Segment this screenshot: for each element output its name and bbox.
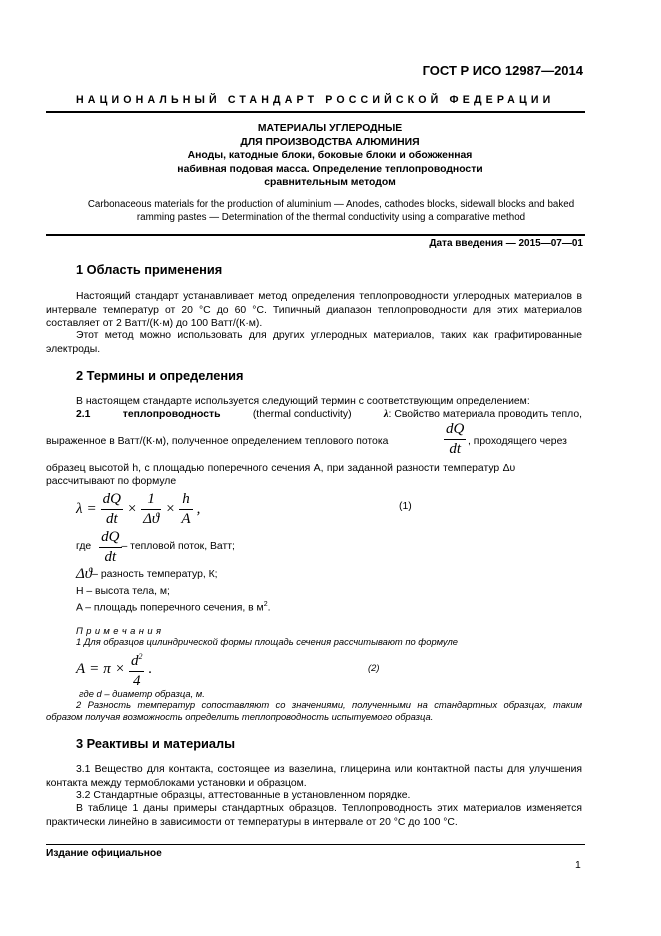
date-of-introduction: Дата введения — 2015—07—01 (429, 238, 583, 249)
title-line-4: набивная подовая масса. Определение теплопроводности (177, 163, 483, 175)
f2-equals: = (89, 660, 100, 677)
area-desc: A – площадь поперечного сечения, в м (76, 602, 264, 614)
f1-frac-1-dtheta (141, 491, 161, 528)
title-line-3: Аноды, катодные блоки, боковые блоки и обожженная (187, 150, 473, 161)
f2-d: d (130, 653, 139, 669)
f1-equals: = (86, 500, 97, 517)
inline-heat-flow-fraction (444, 421, 466, 458)
note-2: 2 Разность температур сопоставляют со значениями, полученными на стандартных образцах, таким образом получая возможность определить теплопроводность испытуемого образца. (46, 699, 582, 722)
title-en (46, 198, 616, 224)
title-en-line-2: ramming pastes — Determination of the thermal conductivity using a comparative method (136, 212, 526, 223)
title-line-2: ДЛЯ ПРОИЗВОДСТВА АЛЮМИНИЯ (240, 136, 420, 148)
f1-one: 1 (141, 491, 161, 510)
f1-dtheta: Δϑ (143, 510, 160, 527)
formula-2 (76, 648, 152, 690)
footer-rule (46, 844, 585, 845)
term-symbol: λ (383, 409, 389, 420)
where-heat-flow (76, 528, 235, 566)
term-number: 2.1 (76, 409, 91, 420)
heat-flow-desc: – тепловой поток, Ватт; (121, 541, 235, 553)
f1-dt: dt (105, 510, 118, 527)
title-rule (46, 234, 585, 236)
section-3-heading: 3 Реактивы и материалы (76, 736, 236, 751)
term-definition-start (384, 408, 582, 422)
section-2-heading: 2 Термины и определения (76, 368, 244, 383)
def-part-2b: , проходящего через (468, 436, 567, 447)
where-dtheta: Δϑ (76, 566, 93, 582)
f2-times: × (114, 660, 125, 677)
f1-comma: , (196, 500, 201, 517)
note-title: П р и м е ч а н и я (76, 625, 162, 636)
def-part-2a: выраженное в Ватт/(К·м), полученное определением теплового потока (46, 436, 389, 447)
area-desc-line (76, 598, 270, 615)
def-part-4: рассчитывают по формуле (46, 476, 177, 487)
header-rule (46, 111, 585, 113)
f2-frac-d2-4 (129, 648, 145, 690)
term-definition-line-2 (46, 421, 582, 461)
def-part-1: : Свойство материала проводить тепло, (388, 409, 582, 420)
f2-d2 (129, 648, 145, 672)
inline-dt: dt (449, 441, 461, 457)
inline-dq: dQ (444, 421, 466, 440)
section-1-heading: 1 Область применения (76, 262, 223, 277)
f1-frac-dq-dt (101, 491, 123, 528)
where-frac-dq-dt (99, 529, 121, 566)
where-label: где (76, 541, 92, 553)
term-english: (thermal conductivity) (252, 409, 352, 420)
formula-1 (76, 488, 200, 530)
area-unit-exp: 2 (263, 601, 268, 608)
note-1: 1 Для образцов цилиндрической формы площадь сечения рассчитывают по формуле (76, 636, 458, 647)
national-standard-banner: НАЦИОНАЛЬНЫЙ СТАНДАРТ РОССИЙСКОЙ ФЕДЕРАЦИИ (76, 94, 555, 106)
temp-diff-desc: – разность температур, К; (92, 568, 218, 580)
section-3-para-1: 3.1 Вещество для контакта, состоящее из вазелина, глицерина или контактной пасты для улучшения контакта между термоблоками установки и образцом. (46, 764, 582, 789)
title-en-line-1: Carbonaceous materials for the production of aluminium — Anodes, cathodes blocks, sidewall blocks and baked (87, 199, 575, 210)
f1-times-2: × (165, 500, 176, 517)
height-desc: H – высота тела, м; (76, 586, 170, 597)
formula-1-number: (1) (399, 501, 412, 512)
where-dt: dt (104, 548, 117, 565)
def-part-3: образец высотой h, с площадью поперечного сечения A, при заданной разности температур Δυ (46, 463, 516, 474)
where-temp-diff (76, 566, 218, 583)
where-dq: dQ (99, 529, 121, 548)
f1-lambda: λ (76, 500, 83, 517)
f2-dot: . (148, 660, 153, 677)
f1-dq: dQ (101, 491, 123, 510)
formula-2-number: (2) (368, 662, 380, 673)
f2-pi: π (103, 660, 111, 677)
title-line-5: сравнительным методом (264, 177, 396, 188)
f1-h: h (179, 491, 192, 510)
section-3-para-3: В таблице 1 даны примеры стандартных образцов. Теплопроводность этих материалов изменяется практически линейно в зависимости от температуры в интервале от 20 °С до 100 °С. (46, 803, 582, 828)
gost-code: ГОСТ Р ИСО 12987—2014 (422, 63, 583, 78)
edition-label: Издание официальное (46, 848, 162, 859)
title-line-1: МАТЕРИАЛЫ УГЛЕРОДНЫЕ (257, 123, 403, 134)
title-ru (120, 122, 540, 190)
f1-frac-h-a (179, 491, 192, 528)
term-definition-line-1 (76, 408, 582, 422)
note-1-where: где d – диаметр образца, м. (79, 688, 205, 699)
f2-a: A (76, 660, 86, 677)
term-name: теплопроводность (122, 409, 221, 420)
page-number: 1 (575, 860, 581, 871)
f2-d-exp: 2 (138, 652, 143, 661)
area-period: . (267, 602, 271, 614)
section-1-para-1: Настоящий стандарт устанавливает метод определения теплопроводности углеродных материалов в интервале температур от 20 °С до 60 °С. Типичный диапазон теплопроводности для этих материалов составляет от 2 Ватт/(К·м) до 100 Ватт/(К·м). (46, 291, 582, 329)
f1-times-1: × (126, 500, 138, 517)
f2-four: 4 (132, 673, 141, 689)
section-3-para-2: 3.2 Стандартные образцы, аттестованные в установленном порядке. (76, 790, 411, 801)
f1-a: A (181, 510, 191, 527)
section-1-para-2: Этот метод можно использовать для других углеродных материалов, таких как графитированные электроды. (46, 330, 582, 355)
section-2-intro: В настоящем стандарте используется следующий термин с соответствующим определением: (76, 396, 530, 407)
